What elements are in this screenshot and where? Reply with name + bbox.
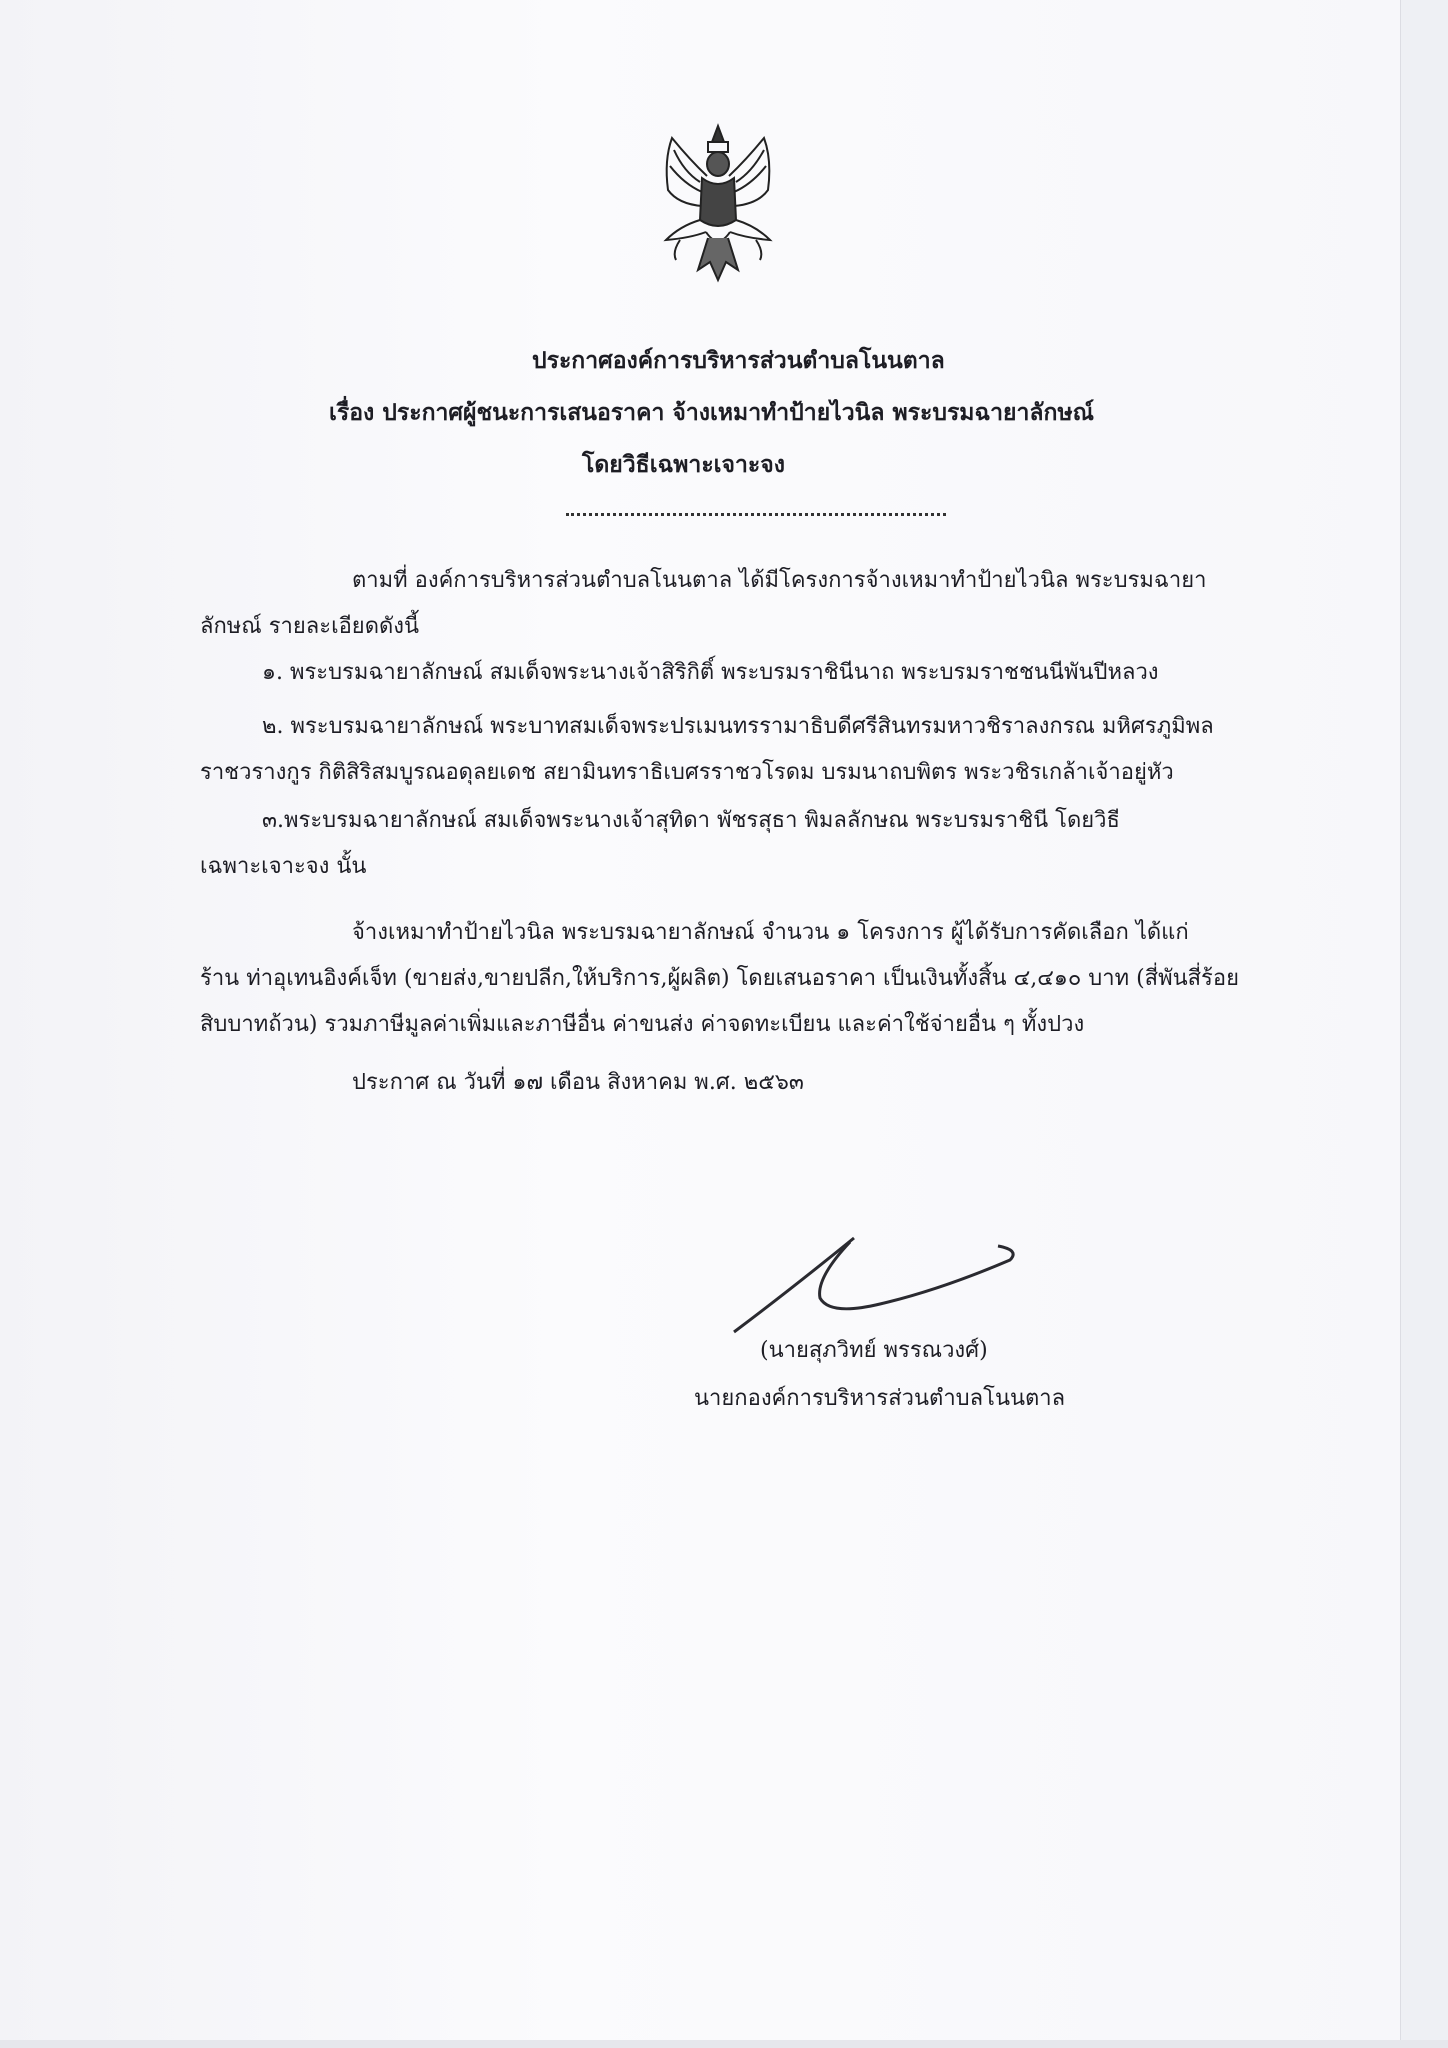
signatory-position: นายกองค์การบริหารส่วนตำบลโนนตาล	[694, 1386, 1066, 1411]
handwritten-signature	[720, 1220, 1040, 1340]
list-item-2: ๒. พระบรมฉายาลักษณ์ พระบาทสมเด็จพระปรเมนทรรามาธิบดีศรีสินทรมหาวชิราลงกรณ มหิศรภูมิพล	[262, 714, 1214, 739]
paragraph-2-line-1: จ้างเหมาทำป้ายไวนิล พระบรมฉายาลักษณ์ จำนวน ๑ โครงการ ผู้ได้รับการคัดเลือก ได้แก่	[352, 920, 1189, 945]
paragraph-2-line-2: ร้าน ท่าอุเทนอิงค์เจ็ท (ขายส่ง,ขายปลีก,ให้บริการ,ผู้ผลิต) โดยเสนอราคา เป็นเงินทั้งสิ้น ๔,๔๑๐ บาท (สี่พันสี่ร้อย	[200, 966, 1239, 991]
announcement-date: ประกาศ ณ วันที่ ๑๗ เดือน สิงหาคม พ.ศ. ๒๕๖๓	[352, 1070, 804, 1095]
list-item-3: ๓.พระบรมฉายาลักษณ์ สมเด็จพระนางเจ้าสุทิดา พัชรสุธา พิมลลักษณ พระบรมราชินี โดยวิธี	[262, 808, 1120, 833]
dotted-separator	[566, 513, 946, 520]
list-item-1: ๑. พระบรมฉายาลักษณ์ สมเด็จพระนางเจ้าสิริกิติ์ พระบรมราชินีนาถ พระบรมราชชนนีพันปีหลวง	[262, 660, 1159, 685]
announcement-method: โดยวิธีเฉพาะเจาะจง	[582, 451, 785, 478]
list-item-2-continued: ราชวรางกูร กิติสิริสมบูรณอดุลยเดช สยามินทราธิเบศรราชวโรดม บรมนาถบพิตร พระวชิรเกล้าเจ้าอยู่หัว	[200, 760, 1174, 785]
list-item-3-continued: เฉพาะเจาะจง นั้น	[200, 854, 367, 879]
scan-edge-bottom	[0, 2040, 1448, 2048]
signatory-name: (นายสุภวิทย์ พรรณวงศ์)	[760, 1338, 988, 1363]
paragraph-1-line-2: ลักษณ์ รายละเอียดดังนี้	[200, 614, 420, 639]
announcement-title: ประกาศองค์การบริหารส่วนตำบลโนนตาล	[532, 347, 945, 374]
announcement-subject: เรื่อง ประกาศผู้ชนะการเสนอราคา จ้างเหมาทำป้ายไวนิล พระบรมฉายาลักษณ์	[329, 399, 1094, 426]
paragraph-1-line-1: ตามที่ องค์การบริหารส่วนตำบลโนนตาล ได้มีโครงการจ้างเหมาทำป้ายไวนิล พระบรมฉายา	[352, 568, 1207, 593]
scan-edge-right	[1400, 0, 1448, 2048]
paragraph-2-line-3: สิบบาทถ้วน) รวมภาษีมูลค่าเพิ่มและภาษีอื่น ค่าขนส่ง ค่าจดทะเบียน และค่าใช้จ่ายอื่น ๆ ทั้งปวง	[200, 1012, 1085, 1037]
garuda-emblem-icon	[650, 120, 786, 290]
